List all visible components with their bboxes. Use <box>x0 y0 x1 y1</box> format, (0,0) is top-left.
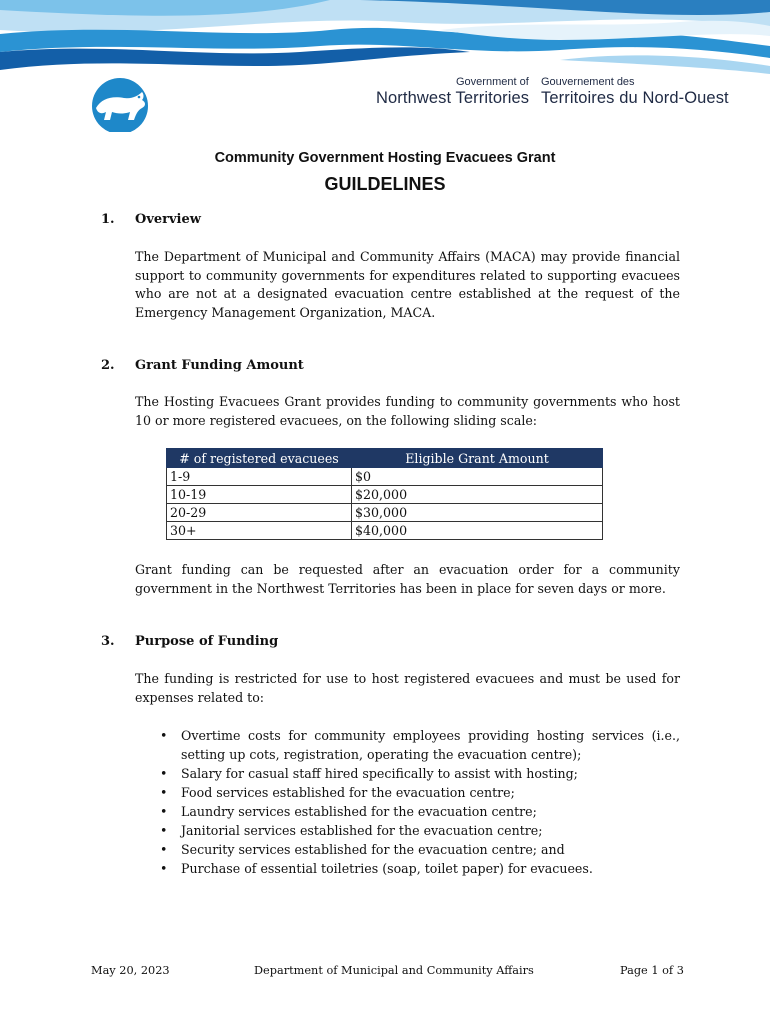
grant-scale-table <box>166 448 603 540</box>
table-row <box>167 522 603 540</box>
bullet-icon: • <box>160 842 168 857</box>
gov-wordmark-english <box>376 76 529 108</box>
section-2-heading: Grant Funding Amount <box>135 358 304 373</box>
section-1-heading: Overview <box>135 212 201 227</box>
list-item-text: Food services established for the evacuation centre; <box>181 785 515 800</box>
table-cell-evacuees: 20-29 <box>167 504 352 522</box>
gov-en-small-text: Government of <box>456 76 529 88</box>
table-row <box>167 504 603 522</box>
gov-fr-small-text: Gouvernement des <box>541 76 635 88</box>
table-row <box>167 468 603 486</box>
list-item-text: Laundry services established for the evacuation centre; <box>181 804 537 819</box>
bullet-icon: • <box>160 728 168 743</box>
table-row <box>167 486 603 504</box>
list-item-text: Janitorial services established for the evacuation centre; <box>181 823 543 838</box>
section-2-intro-paragraph: The Hosting Evacuees Grant provides funding to community governments who host 10 or more registered evacuees, on the following sliding scale: <box>135 394 680 428</box>
gov-en-big-text: Northwest Territories <box>376 89 530 107</box>
bullet-icon: • <box>160 861 168 876</box>
list-item <box>160 783 680 802</box>
table-header-amount: Eligible Grant Amount <box>352 449 603 468</box>
bullet-icon: • <box>160 785 168 800</box>
section-2-number: 2. <box>101 358 115 373</box>
list-item-text: Overtime costs for community employees providing hosting services (i.e., setting up cots, registration, operating the evacuation centre); <box>181 728 680 762</box>
section-1-number: 1. <box>101 212 115 227</box>
gov-fr-big-text: Territoires du Nord-Ouest <box>541 89 729 107</box>
list-item <box>160 802 680 821</box>
bullet-icon: • <box>160 804 168 819</box>
section-3-heading: Purpose of Funding <box>135 634 279 649</box>
footer-page-number: Page 1 of 3 <box>620 964 684 977</box>
bullet-icon: • <box>160 766 168 781</box>
nwt-polar-bear-logo <box>84 76 156 132</box>
list-item-text: Salary for casual staff hired specifically to assist with hosting; <box>181 766 578 781</box>
table-cell-amount: $30,000 <box>352 504 603 522</box>
section-3-number: 3. <box>101 634 115 649</box>
gov-wordmark-french <box>541 76 729 108</box>
list-item-text: Purchase of essential toiletries (soap, toilet paper) for evacuees. <box>181 861 593 876</box>
document-title: Community Government Hosting Evacuees Grant <box>214 150 556 166</box>
table-cell-evacuees: 30+ <box>167 522 352 540</box>
list-item-text: Security services established for the evacuation centre; and <box>181 842 565 857</box>
table-cell-amount: $40,000 <box>352 522 603 540</box>
funding-purpose-list <box>160 726 680 878</box>
bullet-icon: • <box>160 823 168 838</box>
list-item <box>160 859 680 878</box>
document-subtitle: GUILDELINES <box>324 174 446 194</box>
table-cell-amount: $20,000 <box>352 486 603 504</box>
list-item <box>160 726 680 764</box>
table-header-evacuees: # of registered evacuees <box>167 449 352 468</box>
table-header-row <box>167 449 603 468</box>
section-1-paragraph: The Department of Municipal and Community Affairs (MACA) may provide financial support to community governments for expenditures related to supporting evacuees who are not at a designated evacuation centre established at the request of the Emergency Management Organization, MACA. <box>135 249 680 320</box>
footer-date: May 20, 2023 <box>91 964 170 977</box>
table-cell-evacuees: 10-19 <box>167 486 352 504</box>
list-item <box>160 821 680 840</box>
list-item <box>160 840 680 859</box>
list-item <box>160 764 680 783</box>
table-cell-amount: $0 <box>352 468 603 486</box>
section-2-followup-paragraph: Grant funding can be requested after an evacuation order for a community government in the Northwest Territories has been in place for seven days or more. <box>135 562 680 596</box>
section-3-paragraph: The funding is restricted for use to host registered evacuees and must be used for expenses related to: <box>135 671 680 705</box>
footer-department: Department of Municipal and Community Affairs <box>254 964 534 977</box>
table-cell-evacuees: 1-9 <box>167 468 352 486</box>
